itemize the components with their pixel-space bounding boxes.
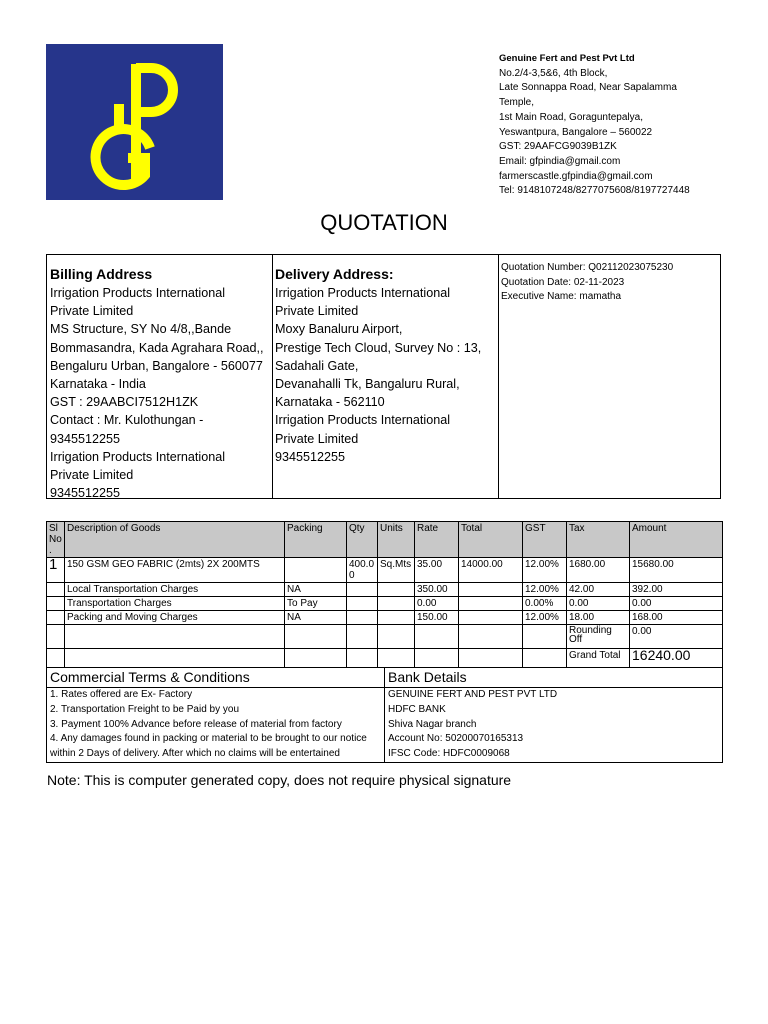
company-phone: Tel: 9148107248/8277075608/8197727448 [499,185,690,197]
billing-line: MS Structure, SY No 4/8,,Bande [50,322,232,337]
delivery-line: Private Limited [275,431,359,446]
table-cell: 1680.00 [567,558,630,583]
executive-name: Executive Name: mamatha [501,291,622,303]
company-address-line: 1st Main Road, Goraguntepalya, [499,111,643,123]
billing-line: Bommasandra, Kada Agrahara Road,, [50,340,264,355]
table-row [47,597,723,611]
billing-line: GST : 29AABCI7512H1ZK [50,395,199,410]
company-name: Genuine Fert and Pest Pvt Ltd [499,53,635,64]
table-cell: 12.00% [523,558,567,583]
terms-list [47,688,385,763]
table-cell [378,597,415,611]
table-cell [47,583,65,597]
table-cell: 14000.00 [459,558,523,583]
table-cell: Transportation Charges [65,597,285,611]
company-address-line: Yeswantpura, Bangalore – 560022 [499,126,653,138]
bank-line: HDFC BANK [388,703,446,715]
table-cell [347,611,378,625]
table-row [47,558,723,583]
terms-line: within 2 Days of delivery. After which no claims will be entertained [50,748,340,760]
delivery-address [272,255,499,498]
column-header: Tax [567,522,630,558]
table-cell: 0.00% [523,597,567,611]
rounding-value: 0.00 [630,625,723,649]
table-row [47,611,723,625]
quotation-date: Quotation Date: 02-11-2023 [501,276,625,288]
address-box [46,254,721,499]
billing-heading: Billing Address [50,266,153,282]
company-info [499,52,761,199]
delivery-line: Devanahalli Tk, Bangaluru Rural, [275,376,460,391]
grand-total-value: 16240.00 [630,649,723,668]
footer-note: Note: This is computer generated copy, does not require physical signature [47,772,512,788]
table-cell: 350.00 [415,583,459,597]
table-cell: 35.00 [415,558,459,583]
billing-line: 9345512255 [50,431,121,446]
bank-line: GENUINE FERT AND PEST PVT LTD [388,689,558,700]
delivery-line: Private Limited [275,304,359,319]
column-header: Amount [630,522,723,558]
grand-total-row [47,649,723,668]
table-cell: Packing and Moving Charges [65,611,285,625]
table-cell: 0.00 [630,597,723,611]
table-cell: 150 GSM GEO FABRIC (2mts) 2X 200MTS [65,558,285,583]
delivery-heading: Delivery Address: [275,266,394,282]
billing-line: Bengaluru Urban, Bangalore - 560077 [50,358,263,373]
delivery-line: Irrigation Products International [275,413,451,428]
table-cell [47,597,65,611]
bank-heading: Bank Details [385,668,723,688]
billing-line: Private Limited [50,467,134,482]
bank-line: Shiva Nagar branch [388,718,477,730]
table-cell: 0.00 [567,597,630,611]
column-header: Total [459,522,523,558]
table-cell: To Pay [285,597,347,611]
column-header: Rate [415,522,459,558]
column-header: Qty [347,522,378,558]
billing-line: Irrigation Products International [50,286,226,300]
table-cell: 18.00 [567,611,630,625]
table-cell [47,611,65,625]
company-email-alt: farmerscastle.gfpindia@gmail.com [499,170,653,182]
billing-line: 9345512255 [50,486,121,501]
billing-line: Irrigation Products International [50,449,226,464]
table-cell [378,611,415,625]
grand-total-label: Grand Total [567,649,630,668]
page-title: QUOTATION [320,210,448,235]
table-cell [347,597,378,611]
table-cell: NA [285,611,347,625]
table-cell: 0.00 [415,597,459,611]
company-address-line: Temple, [499,97,535,109]
terms-bank-table [46,667,723,763]
company-gst: GST: 29AAFCG9039B1ZK [499,141,617,153]
company-email: Email: gfpindia@gmail.com [499,155,621,167]
table-cell: 12.00% [523,583,567,597]
column-header: GST [523,522,567,558]
quotation-number: Quotation Number: Q02112023075230 [501,262,674,273]
terms-line: 3. Payment 100% Advance before release of material from factory [50,718,342,730]
table-cell [459,597,523,611]
billing-line: Private Limited [50,304,134,319]
column-header: Sl No . [47,522,65,558]
bank-line: IFSC Code: HDFC0009068 [388,748,510,760]
table-cell: 15680.00 [630,558,723,583]
table-row [47,583,723,597]
delivery-line: Karnataka - 562110 [275,395,385,410]
billing-line: Karnataka - India [50,376,146,391]
billing-line: Contact : Mr. Kulothungan - [50,413,204,428]
delivery-line: Irrigation Products International [275,286,451,300]
table-cell: 42.00 [567,583,630,597]
table-cell: 1 [47,558,65,583]
table-cell [285,558,347,583]
table-cell: 400.0 0 [347,558,378,583]
billing-address [47,255,273,501]
delivery-line: 9345512255 [275,449,346,464]
column-header: Packing [285,522,347,558]
table-header-row [47,522,723,558]
terms-heading: Commercial Terms & Conditions [47,668,385,688]
terms-line: 4. Any damages found in packing or material to be brought to our notice [50,733,367,745]
rounding-label: Rounding Off [567,625,630,649]
terms-line: 2. Transportation Freight to be Paid by you [50,703,239,715]
table-cell: 392.00 [630,583,723,597]
table-cell [459,611,523,625]
bank-details [385,688,723,763]
table-cell [459,583,523,597]
table-cell: 150.00 [415,611,459,625]
rounding-row [47,625,723,649]
table-cell: NA [285,583,347,597]
column-header: Description of Goods [65,522,285,558]
table-cell: Local Transportation Charges [65,583,285,597]
company-address-line: Late Sonnappa Road, Near Sapalamma [499,82,677,94]
company-address-line: No.2/4-3,5&6, 4th Block, [499,67,608,79]
table-cell: 12.00% [523,611,567,625]
delivery-lines [275,284,481,466]
table-cell [378,583,415,597]
delivery-line: Prestige Tech Cloud, Survey No : 13, [275,340,482,355]
table-cell: 168.00 [630,611,723,625]
table-cell: Sq.Mts [378,558,415,583]
delivery-line: Moxy Banaluru Airport, [275,322,403,337]
terms-line: 1. Rates offered are Ex- Factory [50,689,193,700]
delivery-line: Sadahali Gate, [275,358,359,373]
billing-lines [50,284,264,502]
bank-line: Account No: 50200070165313 [388,733,524,745]
column-header: Units [378,522,415,558]
company-logo [46,44,223,200]
items-table [46,521,723,668]
table-cell [347,583,378,597]
quotation-info [498,255,720,498]
